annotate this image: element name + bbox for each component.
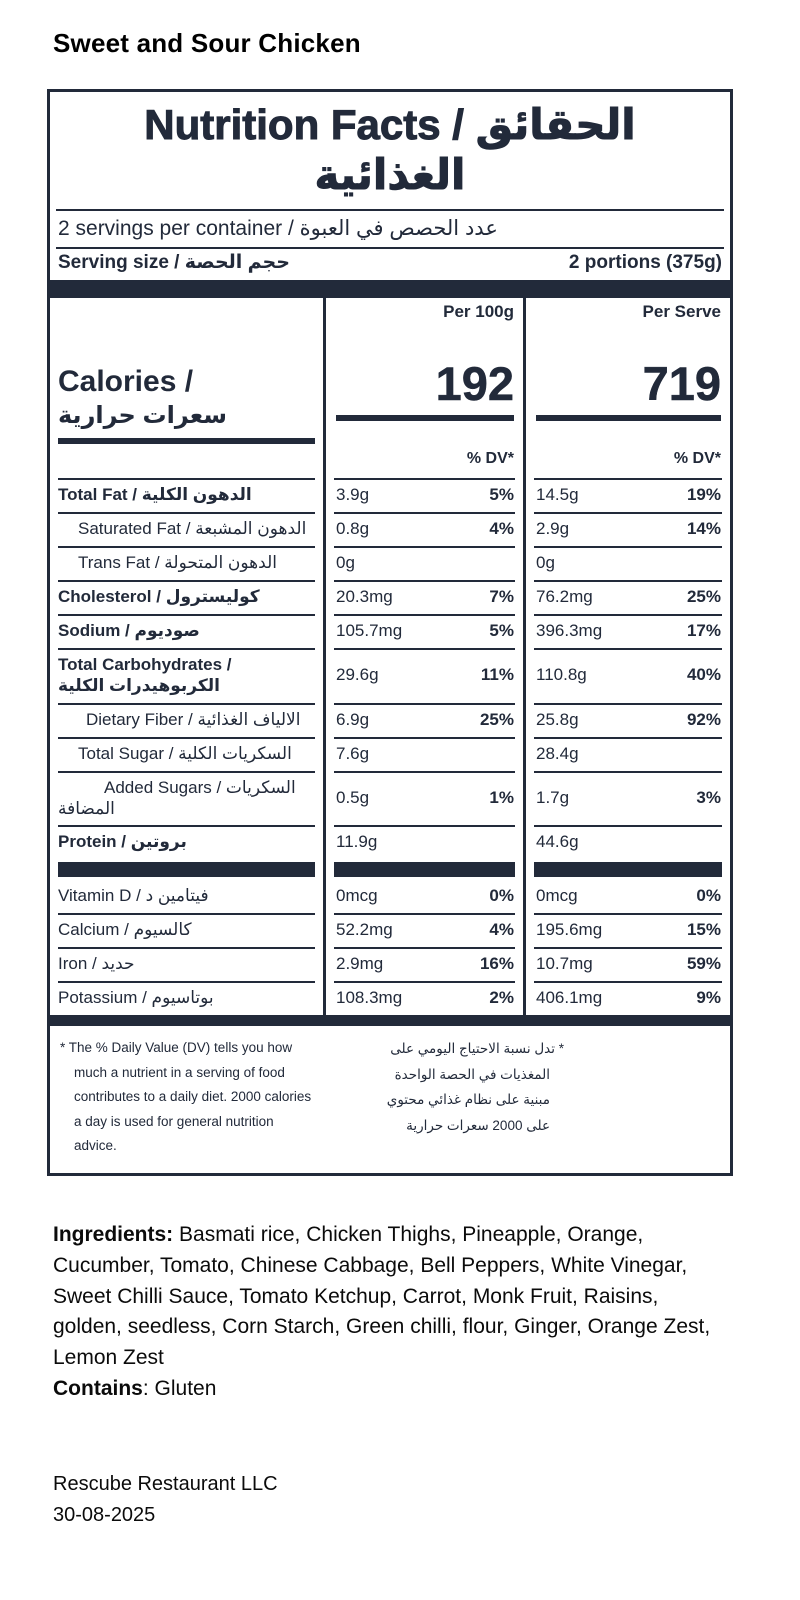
nutrient-label: Potassium / بوتاسيوم bbox=[58, 988, 214, 1008]
per-100g-cell bbox=[323, 703, 523, 737]
dv-per-100g: 11% bbox=[480, 665, 514, 685]
dv-per-serve: 59% bbox=[686, 954, 721, 974]
page-title: Sweet and Sour Chicken bbox=[53, 28, 361, 58]
dv-per-serve: 0% bbox=[696, 886, 721, 906]
calories-label-en: Calories / bbox=[58, 365, 194, 399]
calories-underline bbox=[58, 438, 315, 444]
per-serve-cell bbox=[523, 825, 730, 859]
dv-footnote bbox=[50, 1026, 730, 1173]
amount-per-serve: 110.8g bbox=[536, 665, 587, 685]
per-100g-cell bbox=[323, 614, 523, 648]
nutrient-row bbox=[50, 947, 730, 981]
nutrient-row bbox=[50, 614, 730, 648]
per-100g-cell bbox=[323, 648, 523, 703]
nutrient-row bbox=[50, 737, 730, 771]
amount-per-100g: 2.9mg bbox=[336, 954, 384, 974]
calories-per-100g: 192 bbox=[435, 357, 514, 411]
nutrient-row bbox=[50, 580, 730, 614]
per-100g-cell bbox=[323, 981, 523, 1015]
nutrient-label: Dietary Fiber / الالياف الغذائية bbox=[86, 709, 301, 729]
company-name: Rescube Restaurant LLC bbox=[53, 1473, 278, 1496]
nutrient-label: Saturated Fat / الدهون المشبعة bbox=[78, 519, 307, 539]
nutrient-row bbox=[50, 478, 730, 512]
per-serve-cell bbox=[523, 879, 730, 913]
dv-per-serve: 17% bbox=[686, 621, 721, 641]
dv-per-serve: 14% bbox=[686, 519, 721, 539]
nutrient-row bbox=[50, 546, 730, 580]
per-serve-cell bbox=[523, 981, 730, 1015]
per-serve-cell bbox=[523, 512, 730, 546]
per-100g-cell bbox=[323, 913, 523, 947]
amount-per-100g: 7.6g bbox=[336, 743, 370, 763]
vitamins-table bbox=[50, 879, 730, 1015]
amount-per-100g: 11.9g bbox=[336, 832, 378, 852]
amount-per-100g: 0mcg bbox=[336, 886, 378, 906]
dv-per-100g: 16% bbox=[479, 954, 514, 974]
dv-per-100g: 25% bbox=[479, 709, 514, 729]
separator-bar bbox=[58, 862, 315, 877]
nutrient-row bbox=[50, 703, 730, 737]
nutrient-label: Cholesterol / كوليسترول bbox=[58, 587, 260, 607]
footer bbox=[53, 1469, 800, 1531]
amount-per-serve: 28.4g bbox=[536, 743, 579, 763]
nutrient-label: Calcium / كالسيوم bbox=[58, 920, 192, 940]
nutrient-row bbox=[50, 648, 730, 703]
per-100g-cell bbox=[323, 478, 523, 512]
nutrient-row bbox=[50, 981, 730, 1015]
ingredients-paragraph bbox=[53, 1220, 729, 1405]
amount-per-100g: 105.7mg bbox=[336, 621, 403, 641]
calories-underline bbox=[336, 415, 514, 421]
dv-per-100g: 1% bbox=[489, 787, 514, 807]
amount-per-serve: 406.1mg bbox=[536, 988, 603, 1008]
amount-per-100g: 20.3mg bbox=[336, 587, 393, 607]
section-separator-row bbox=[50, 859, 730, 879]
calories-row bbox=[50, 328, 730, 478]
calories-per-serve: 719 bbox=[642, 357, 721, 411]
amount-per-serve: 76.2mg bbox=[536, 587, 593, 607]
per-100g-cell bbox=[323, 825, 523, 859]
amount-per-100g: 0.5g bbox=[336, 787, 370, 807]
contains-label: Contains bbox=[53, 1377, 143, 1401]
separator-bar bbox=[534, 862, 722, 877]
dv-per-serve: 40% bbox=[686, 665, 721, 685]
dv-per-100g: 4% bbox=[489, 519, 514, 539]
nutrient-label: Total Carbohydrates / الكربوهيدرات الكلية bbox=[58, 655, 232, 696]
dv-per-serve: 9% bbox=[696, 988, 721, 1008]
amount-per-serve: 1.7g bbox=[536, 787, 570, 807]
amount-per-serve: 2.9g bbox=[536, 519, 570, 539]
ingredients-label: Ingredients: bbox=[53, 1222, 174, 1246]
nutrient-label: Trans Fat / الدهون المتحولة bbox=[78, 553, 277, 573]
amount-per-100g: 0.8g bbox=[336, 519, 370, 539]
amount-per-100g: 29.6g bbox=[336, 665, 379, 685]
amount-per-serve: 0g bbox=[536, 553, 555, 573]
nutrition-facts-label bbox=[47, 89, 733, 1176]
amount-per-serve: 10.7mg bbox=[536, 954, 593, 974]
dv-per-100g: 0% bbox=[489, 886, 514, 906]
per-serve-cell bbox=[523, 771, 730, 826]
calories-underline bbox=[536, 415, 721, 421]
dv-per-100g: 5% bbox=[489, 485, 514, 505]
per-serve-cell bbox=[523, 546, 730, 580]
dv-per-serve: 25% bbox=[686, 587, 721, 607]
separator-bar bbox=[334, 862, 515, 877]
column-header-row bbox=[50, 298, 730, 328]
amount-per-serve: 396.3mg bbox=[536, 621, 603, 641]
label-heading bbox=[50, 92, 730, 209]
label-date: 30-08-2025 bbox=[53, 1504, 156, 1527]
per-serve-cell bbox=[523, 648, 730, 703]
nutrients-table bbox=[50, 478, 730, 859]
dv-per-serve: 3% bbox=[696, 787, 721, 807]
nutrient-row bbox=[50, 913, 730, 947]
nutrient-label: Iron / حديد bbox=[58, 954, 135, 974]
nutrient-row bbox=[50, 825, 730, 859]
serving-size-row bbox=[50, 249, 730, 280]
per-serve-cell bbox=[523, 580, 730, 614]
amount-per-100g: 6.9g bbox=[336, 709, 370, 729]
amount-per-serve: 195.6mg bbox=[536, 920, 603, 940]
amount-per-100g: 52.2mg bbox=[336, 920, 393, 940]
per-100g-cell bbox=[323, 879, 523, 913]
dv-per-100g: 4% bbox=[489, 920, 514, 940]
per-serve-cell bbox=[523, 614, 730, 648]
nutrient-label: Total Fat / الدهون الكلية bbox=[58, 485, 252, 505]
amount-per-100g: 0g bbox=[336, 553, 355, 573]
amount-per-serve: 0mcg bbox=[536, 886, 578, 906]
nutrient-label: Total Sugar / السكريات الكلية bbox=[78, 743, 292, 763]
label-heading-line1: Nutrition Facts / الحقائق bbox=[144, 101, 636, 148]
amount-per-serve: 25.8g bbox=[536, 709, 579, 729]
footnote-arabic: * تدل نسبة الاحتياج اليومي على المغذيات في الحصة الواحدة مبنية على نظام غذائي محتوي على 2000 سعرات حرارية bbox=[386, 1041, 564, 1134]
per-100g-cell bbox=[323, 947, 523, 981]
nutrient-label: Added Sugars / السكريات المضافة bbox=[58, 777, 296, 818]
dv-per-100g: 7% bbox=[489, 587, 514, 607]
per-100g-cell bbox=[323, 737, 523, 771]
nutrient-label: Sodium / صوديوم bbox=[58, 621, 200, 641]
nutrient-row bbox=[50, 512, 730, 546]
per-serve-cell bbox=[523, 478, 730, 512]
amount-per-serve: 14.5g bbox=[536, 485, 579, 505]
amount-per-100g: 108.3mg bbox=[336, 988, 403, 1008]
nutrient-row bbox=[50, 771, 730, 826]
per-100g-cell bbox=[323, 580, 523, 614]
thick-separator-bar bbox=[50, 280, 730, 298]
servings-per-container: 2 servings per container / عدد الحصص في العبوة bbox=[58, 217, 498, 241]
nutrient-label: Protein / بروتين bbox=[58, 832, 187, 852]
per-serve-cell bbox=[523, 737, 730, 771]
footnote-english: * The % Daily Value (DV) tells you how much a nutrient in a serving of food contributes to a daily diet. 2000 calories a day is used for general nutrition advice. bbox=[60, 1040, 312, 1154]
amount-per-serve: 44.6g bbox=[536, 832, 579, 852]
dv-header-per-serve: % DV* bbox=[673, 450, 721, 468]
per-100g-cell bbox=[323, 512, 523, 546]
ingredients-text: Basmati rice, Chicken Thighs, Pineapple, Orange, Cucumber, Tomato, Chinese Cabbage, Bell Peppers, White Vinegar, Sweet Chilli Sauce, Tomato Ketchup, Carrot, Monk Fruit, Raisins, golden, seedless, Corn Starch, Green chilli, flour, Ginger, Orange Zest, Lemon Zest bbox=[53, 1222, 711, 1370]
nutrient-label: Vitamin D / فيتامين د bbox=[58, 886, 209, 906]
serving-size-label: Serving size / حجم الحصة bbox=[58, 252, 290, 274]
per-serve-cell bbox=[523, 703, 730, 737]
nutrient-row bbox=[50, 879, 730, 913]
dv-per-serve: 92% bbox=[686, 709, 721, 729]
per-100g-cell bbox=[323, 546, 523, 580]
bottom-thick-bar bbox=[50, 1015, 730, 1026]
per-serve-cell bbox=[523, 947, 730, 981]
col-header-per-100g: Per 100g bbox=[323, 298, 523, 328]
contains-text: : Gluten bbox=[142, 1377, 217, 1401]
dv-per-100g: 5% bbox=[489, 621, 514, 641]
label-heading-line2: الغذائية bbox=[314, 150, 466, 198]
dv-per-serve: 15% bbox=[686, 920, 721, 940]
serving-size-value: 2 portions (375g) bbox=[568, 252, 722, 274]
dv-per-serve: 19% bbox=[686, 485, 721, 505]
calories-label-ar: سعرات حرارية bbox=[58, 402, 227, 430]
col-header-per-serve: Per Serve bbox=[523, 298, 730, 328]
dv-per-100g: 2% bbox=[489, 988, 514, 1008]
amount-per-100g: 3.9g bbox=[336, 485, 370, 505]
dv-header-per-100g: % DV* bbox=[466, 450, 514, 468]
per-serve-cell bbox=[523, 913, 730, 947]
per-100g-cell bbox=[323, 771, 523, 826]
